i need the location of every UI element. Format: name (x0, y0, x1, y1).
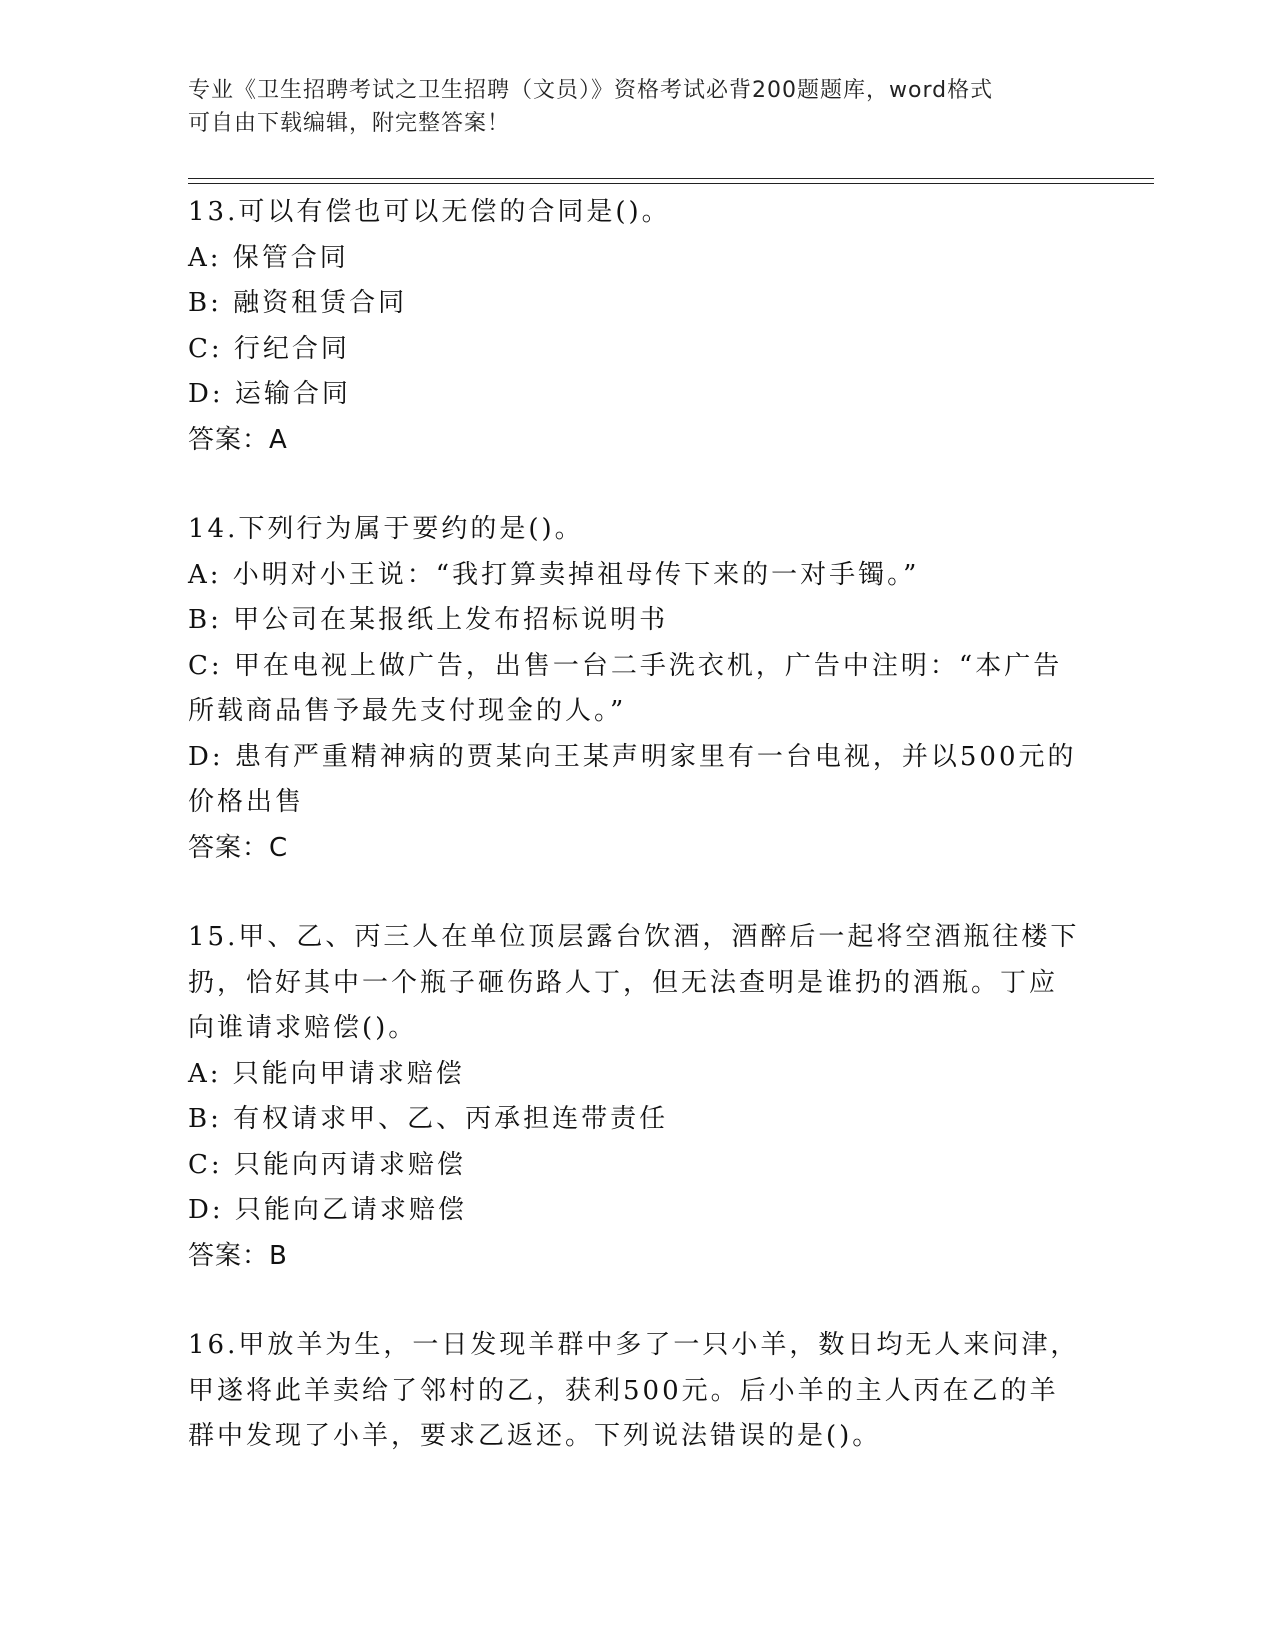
answer: 答案：B (188, 1240, 288, 1271)
document-header (188, 74, 1088, 140)
header-divider-bottom (188, 183, 1154, 184)
option-a: A: 小明对小王说：“我打算卖掉祖母传下来的一对手镯。” (188, 559, 920, 590)
answer: 答案：A (188, 424, 288, 455)
question-stem-continued: 向谁请求赔偿()。 (188, 1013, 418, 1043)
answer: 答案：C (188, 832, 289, 863)
option-c-continued: 所载商品售予最先支付现金的人。” (188, 696, 627, 726)
option-a: A: 只能向甲请求赔偿 (188, 1058, 465, 1089)
question-stem-continued: 甲遂将此羊卖给了邻村的乙，获利500元。后小羊的主人丙在乙的羊 (188, 1375, 1059, 1406)
header-divider-top (188, 178, 1154, 179)
question-15 (188, 915, 1088, 1279)
option-d-continued: 价格出售 (188, 787, 305, 817)
header-line-2: 可自由下载编辑，附完整答案！ (188, 111, 511, 136)
question-stem: 14.下列行为属于要约的是()。 (188, 514, 584, 544)
option-a: A: 保管合同 (188, 242, 349, 273)
question-16 (188, 1323, 1088, 1460)
option-c: C: 只能向丙请求赔偿 (188, 1149, 466, 1180)
question-stem-continued: 群中发现了小羊，要求乙返还。下列说法错误的是()。 (188, 1421, 882, 1451)
header-line-1: 专业《卫生招聘考试之卫生招聘（文员）》资格考试必背200题题库，word格式 (188, 78, 994, 103)
option-d: D: 运输合同 (188, 379, 351, 409)
option-b: B: 甲公司在某报纸上发布招标说明书 (188, 605, 669, 635)
question-stem: 16.甲放羊为生，一日发现羊群中多了一只小羊，数日均无人来问津， (188, 1330, 1080, 1360)
option-d: D: 只能向乙请求赔偿 (188, 1195, 467, 1225)
question-13 (188, 190, 1088, 463)
option-b: B: 有权请求甲、乙、丙承担连带责任 (188, 1104, 669, 1134)
option-c: C: 行纪合同 (188, 333, 350, 364)
question-stem-continued: 扔，恰好其中一个瓶子砸伤路人丁，但无法查明是谁扔的酒瓶。丁应 (188, 967, 1059, 998)
question-list (188, 190, 1088, 1504)
option-b: B: 融资租赁合同 (188, 288, 408, 318)
question-stem: 15.甲、乙、丙三人在单位顶层露台饮酒，酒醉后一起将空酒瓶往楼下 (188, 922, 1080, 952)
option-d: D: 患有严重精神病的贾某向王某声明家里有一台电视，并以500元的 (188, 741, 1077, 772)
question-stem: 13.可以有偿也可以无偿的合同是()。 (188, 197, 671, 227)
option-c: C: 甲在电视上做广告，出售一台二手洗衣机，广告中注明：“本广告 (188, 650, 1063, 681)
question-14 (188, 507, 1088, 871)
